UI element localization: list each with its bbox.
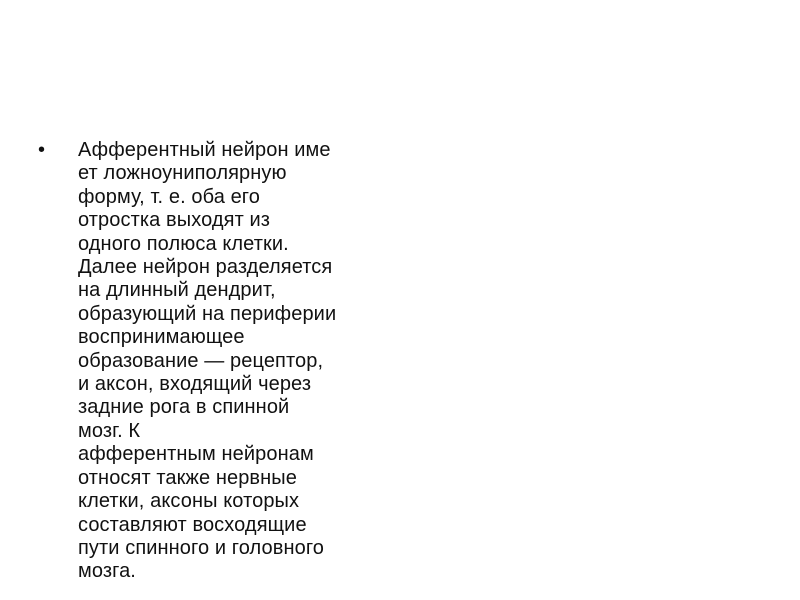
paragraph-line: и аксон, входящий через [78,373,312,396]
paragraph-line: афферентным нейронам [78,443,314,466]
paragraph-line: ет ложноуниполярную [78,162,287,185]
paragraph-line: Далее нейрон разделяется [78,256,333,279]
paragraph-line: мозг. К [78,419,141,442]
paragraph-line: одного полюса клетки. [78,232,289,255]
paragraph-line: Афферентный нейрон име [78,139,331,161]
paragraph-line: образующий на периферии [78,302,337,325]
bullet-item [38,139,336,584]
paragraph-line: пути спинного и головного [78,536,325,559]
paragraph-line: клетки, аксоны которых [78,490,300,513]
paragraph-line: воспринимающее [78,326,245,349]
bullet-marker: • [38,139,46,161]
paragraph-line: относят также нервные [78,466,297,489]
bullet-paragraph [78,139,336,584]
paragraph-line: составляют восходящие [78,513,307,536]
paragraph-line: отростка выходят из [78,209,271,232]
paragraph-line: форму, т. е. оба его [78,185,260,208]
paragraph-line: задние рога в спинной [78,396,290,419]
paragraph-line: образование — рецептор, [78,349,324,372]
paragraph-line: на длинный дендрит, [78,279,276,302]
bullet-list [38,139,336,584]
paragraph-line: мозга. [78,560,136,583]
